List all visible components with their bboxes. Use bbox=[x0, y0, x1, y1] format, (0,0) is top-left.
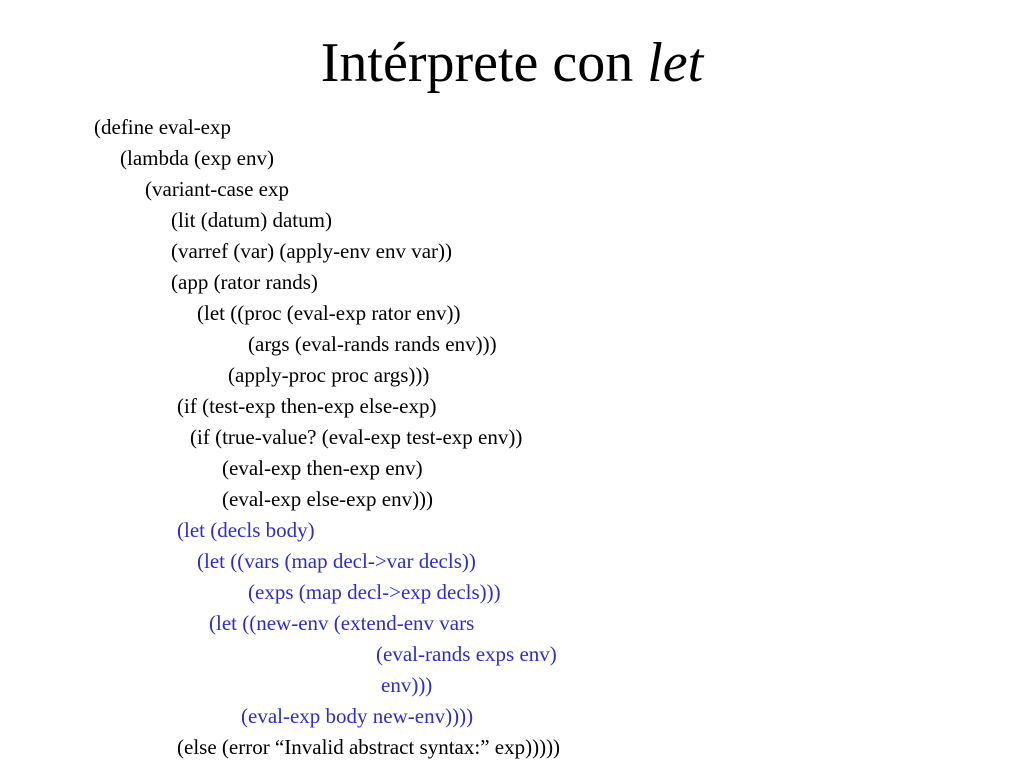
title-italic-keyword: let bbox=[647, 32, 704, 94]
code-line-3: (variant-case exp bbox=[145, 177, 289, 201]
code-line-2: (lambda (exp env) bbox=[120, 146, 274, 170]
code-line-20: (eval-exp body new-env)))) bbox=[241, 704, 474, 728]
code-line-4: (lit (datum) datum) bbox=[171, 208, 332, 232]
code-line-5: (varref (var) (apply-env env var)) bbox=[171, 239, 452, 263]
code-line-17: (let ((new-env (extend-env vars bbox=[209, 611, 475, 635]
code-line-15: (let ((vars (map decl->var decls)) bbox=[197, 549, 476, 573]
code-line-9: (apply-proc proc args))) bbox=[228, 363, 430, 387]
code-line-8: (args (eval-rands rands env))) bbox=[248, 332, 497, 356]
code-line-1: (define eval-exp bbox=[94, 115, 232, 139]
code-line-11: (if (true-value? (eval-exp test-exp env)) bbox=[190, 425, 523, 449]
code-line-16: (exps (map decl->exp decls))) bbox=[248, 580, 501, 604]
code-line-21: (else (error “Invalid abstract syntax:” exp))))) bbox=[177, 735, 561, 759]
code-line-12: (eval-exp then-exp env) bbox=[222, 456, 423, 480]
code-line-14: (let (decls body) bbox=[177, 518, 315, 542]
code-line-7: (let ((proc (eval-exp rator env)) bbox=[197, 301, 461, 325]
code-listing bbox=[0, 114, 1024, 764]
code-line-13: (eval-exp else-exp env))) bbox=[222, 487, 434, 511]
slide-title bbox=[0, 28, 1024, 98]
code-line-18: (eval-rands exps env) bbox=[376, 642, 557, 666]
code-line-19: env))) bbox=[381, 673, 433, 697]
code-line-10: (if (test-exp then-exp else-exp) bbox=[177, 394, 437, 418]
title-main-text: Intérprete con bbox=[320, 32, 648, 94]
code-line-6: (app (rator rands) bbox=[171, 270, 318, 294]
